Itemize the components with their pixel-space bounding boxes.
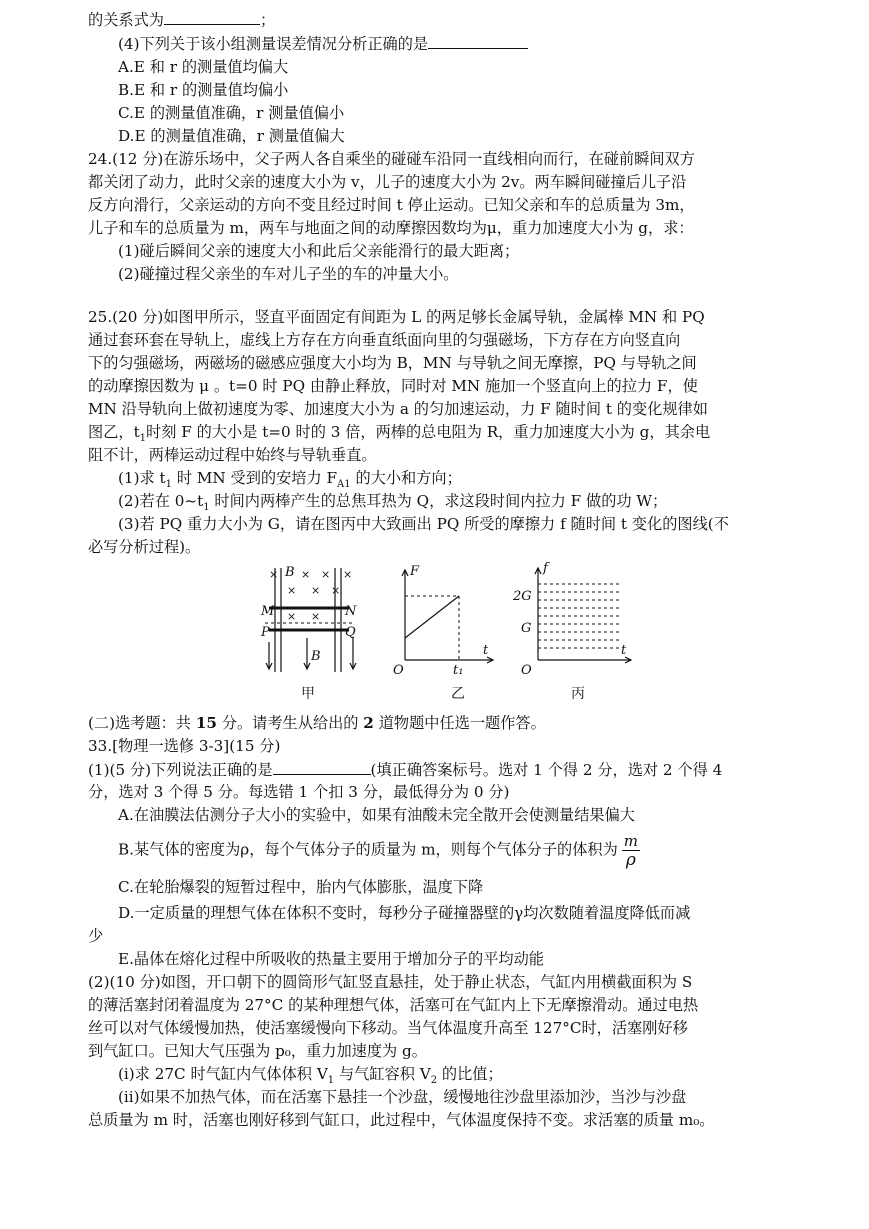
- chart-line-f: [405, 596, 459, 638]
- answer-blank: [164, 8, 260, 25]
- cross-mark: ×: [311, 610, 321, 623]
- q33-part1-line-2: 分，选对 3 个得 5 分。每选错 1 个扣 3 分，最低得分为 0 分): [88, 783, 510, 801]
- q33-part2-line-1: (2)(10 分)如图，开口朝下的圆筒形气缸竖直悬挂，处于静止状态，气缸内用横截面积为 S: [88, 973, 693, 991]
- tick-label-t1: t₁: [453, 663, 464, 678]
- cross-mark: ×: [301, 568, 311, 581]
- q33-part2-line-3: 丝可以对气体缓慢加热，使活塞缓慢向下移动。当气体温度升高至 127°C时，活塞刚好移: [88, 1019, 688, 1037]
- q25-line-1: 25.(20 分)如图甲所示，竖直平面固定有间距为 L 的两足够长金属导轨，金属棒 MN 和 PQ: [88, 308, 705, 326]
- q33-title: 33.[物理一选修 3-3](15 分): [88, 737, 281, 755]
- q24-part-1: (1)碰后瞬间父亲的速度大小和此后父亲能滑行的最大距离；: [118, 242, 520, 260]
- label-b-bottom: B: [311, 649, 321, 664]
- q24-line-1: 24.(12 分)在游乐场中，父子两人各自乘坐的碰碰车沿同一直线相向而行，在碰前瞬间双方: [88, 150, 695, 168]
- figure-yi: [402, 570, 493, 663]
- label-b-top: B: [285, 565, 295, 580]
- section-selective: (二)选考题：共 15 分。请考生从给出的 2 道物题中任选一题作答。: [88, 714, 546, 732]
- fraction-m-over-rho: $\frac{m}{\rho}$: [623, 832, 639, 870]
- cross-mark: ×: [321, 568, 331, 581]
- q25-part-3: (3)若 PQ 重力大小为 G，请在图丙中大致画出 PQ 所受的摩擦力 f 随时间 t 变化的图线(不: [118, 515, 729, 533]
- q33-part2-line-2: 的薄活塞封闭着温度为 27°C 的某种理想气体，活塞可在气缸内上下无摩擦滑动。通过电热: [88, 996, 699, 1014]
- caption-jia: 甲: [301, 686, 315, 702]
- q24-line-3: 反方向滑行，父亲运动的方向不变且经过时间 t 停止运动。已知父亲和车的总质量为 3m，: [88, 196, 695, 214]
- q25-line-4: 的动摩擦因数为 μ 。t=0 时 PQ 由静止释放，同时对 MN 施加一个竖直向上的拉力 F，使: [88, 377, 698, 395]
- q33-part1-line-1: (1)(5 分)下列说法正确的是 (填正确答案标号。选对 1 个得 2 分，选对 2 个得 4: [88, 758, 722, 781]
- q25-line-3: 下的匀强磁场，两磁场的磁感应强度大小均为 B，MN 与导轨之间无摩擦，PQ 与导轨之间: [88, 354, 697, 372]
- figures-svg: [255, 560, 645, 705]
- grid-lines: [538, 584, 621, 648]
- q33-option-a: A.在油膜法估测分子大小的实验中，如果有油酸未完全散开会使测量结果偏大: [118, 806, 635, 824]
- q24-part-2: (2)碰撞过程父亲坐的车对儿子坐的车的冲量大小。: [118, 265, 459, 283]
- answer-blank: [273, 758, 371, 775]
- line-01: 的关系式为 ；: [88, 8, 275, 31]
- axis-label-t: t: [621, 643, 627, 658]
- q33-option-d: D.一定质量的理想气体在体积不变时，每秒分子碰撞器壁的γ均次数随着温度降低而减: [118, 904, 691, 922]
- option-c: C.E 的测量值准确，r 测量值偏小: [118, 104, 345, 122]
- q25-part-1: (1)求 $t_1$ 时 MN 受到的安培力 $F_{A1}$ 的大小和方向；: [118, 469, 462, 491]
- q33-option-c: C.在轮胎爆裂的短暂过程中，胎内气体膨胀，温度下降: [118, 878, 484, 896]
- cross-mark: ×: [287, 584, 297, 597]
- q33-part2-ii-cont: 总质量为 m 时，活塞也刚好移到气缸口，此过程中，气体温度保持不变。求活塞的质量 m₀。: [88, 1111, 715, 1129]
- q24-line-2: 都关闭了动力，此时父亲的速度大小为 v，儿子的速度大小为 2v。两车瞬间碰撞后儿子沿: [88, 173, 687, 191]
- q25-part-2: (2)若在 $0\sim t_1$ 时间内两棒产生的总焦耳热为 Q，求这段时间内拉力 F 做的功 W；: [118, 492, 668, 514]
- cross-mark: ×: [343, 568, 353, 581]
- q24-line-4: 儿子和车的总质量为 m，两车与地面之间的动摩擦因数均为μ，重力加速度大小为 g，求：: [88, 219, 694, 237]
- cross-mark: ×: [269, 568, 279, 581]
- q25-line-2: 通过套环套在导轨上，虚线上方存在方向垂直纸面向里的匀强磁场，下方存在方向竖直向: [88, 331, 681, 349]
- label-m: M: [261, 604, 275, 619]
- line-02: (4)下列关于该小组测量误差情况分析正确的是: [118, 32, 528, 55]
- cross-mark: ×: [331, 584, 341, 597]
- label-q: Q: [345, 625, 356, 640]
- origin-label: O: [393, 663, 404, 678]
- origin-label: O: [521, 663, 532, 678]
- figure-bing: [535, 568, 631, 663]
- option-b: B.E 和 r 的测量值均偏小: [118, 81, 289, 99]
- option-d: D.E 的测量值准确，r 测量值偏大: [118, 127, 345, 145]
- q25-line-7: 阻不计，两棒运动过程中始终与导轨垂直。: [88, 446, 377, 464]
- q33-part2-ii: (ii)如果不加热气体，而在活塞下悬挂一个沙盘，缓慢地往沙盘里添加沙，当沙与沙盘: [118, 1088, 687, 1106]
- answer-blank: [428, 32, 528, 49]
- caption-yi: 乙: [451, 686, 465, 702]
- cross-mark: ×: [287, 610, 297, 623]
- q25-line-6: 图乙，$t_1$时刻 F 的大小是 t=0 时的 3 倍，两棒的总电阻为 R，重力加速度大小为 g，其余电: [88, 423, 711, 445]
- q25-part-3-cont: 必写分析过程)。: [88, 538, 201, 556]
- q33-option-b: B.某气体的密度为ρ，每个气体分子的质量为 m，则每个气体分子的体积为 $\frac{m}{\rho}$: [118, 832, 639, 870]
- tick-label-2g: 2G: [513, 589, 532, 604]
- q25-line-5: MN 沿导轨向上做初速度为零、加速度大小为 a 的匀加速运动，力 F 随时间 t 的变化规律如: [88, 400, 708, 418]
- axis-label-f: f: [543, 561, 548, 576]
- q33-option-d-cont: 少: [88, 927, 104, 945]
- q33-option-e: E.晶体在熔化过程中所吸收的热量主要用于增加分子的平均动能: [118, 950, 544, 968]
- figure-group: [255, 560, 645, 705]
- q33-part2-line-4: 到气缸口。已知大气压强为 p₀，重力加速度为 g。: [88, 1042, 427, 1060]
- q33-part2-i: (i)求 27C 时气缸内气体体积 $V_1$ 与气缸容积 $V_2$ 的比值；: [118, 1065, 503, 1087]
- axis-label-t: t: [483, 643, 489, 658]
- option-a: A.E 和 r 的测量值均偏大: [118, 58, 289, 76]
- label-p: P: [261, 625, 270, 640]
- axis-label-f: F: [410, 564, 420, 579]
- tick-label-g: G: [521, 621, 532, 636]
- label-n: N: [345, 604, 357, 619]
- cross-mark: ×: [311, 584, 321, 597]
- caption-bing: 丙: [571, 686, 585, 702]
